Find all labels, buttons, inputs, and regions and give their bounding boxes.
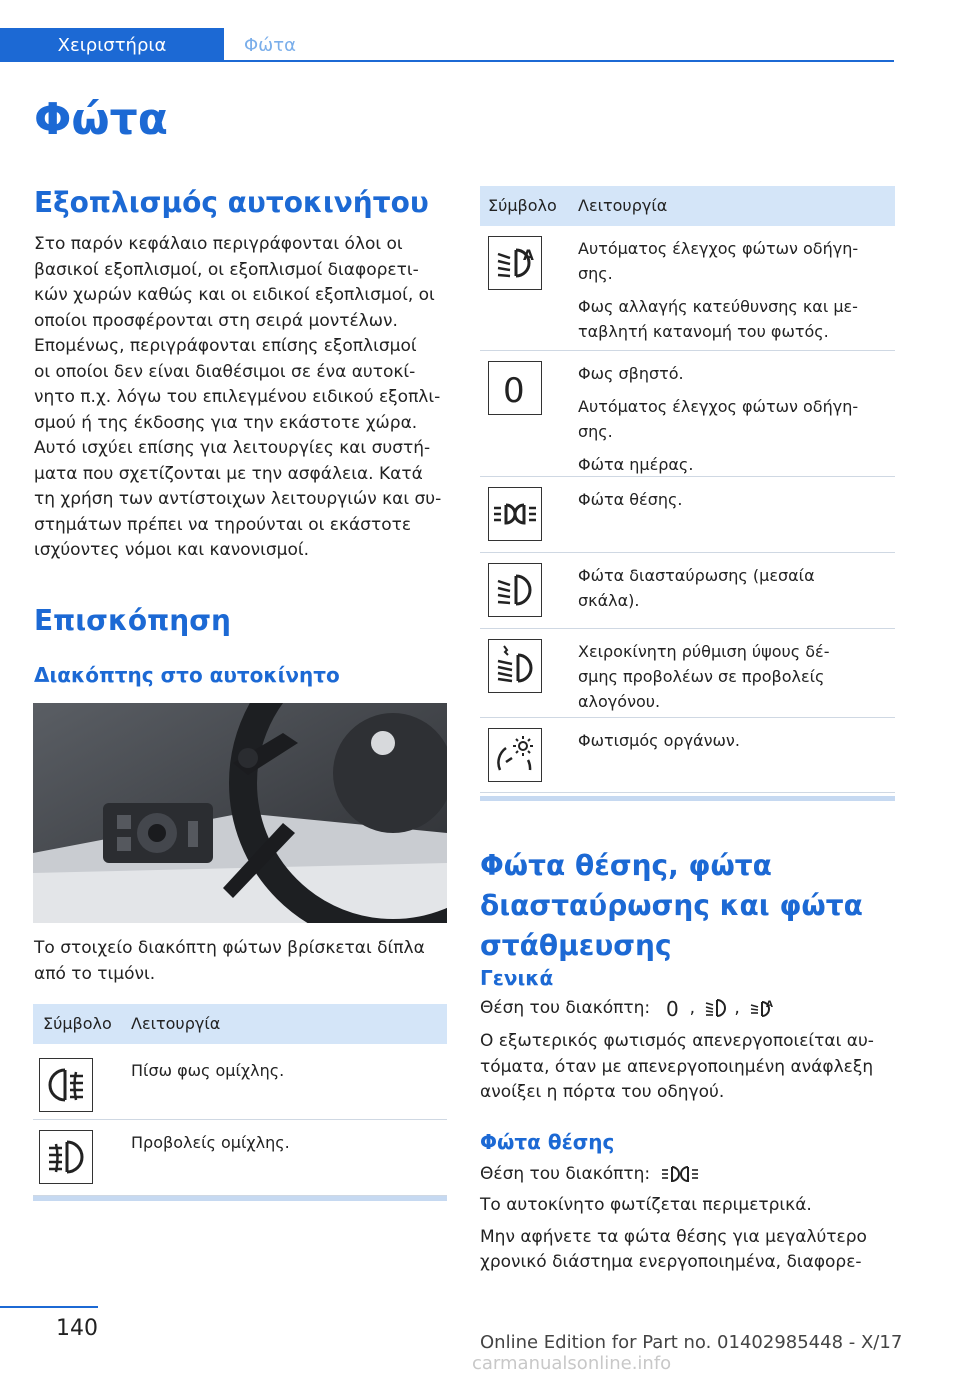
text-line: Επομένως, περιγράφονται επίσης εξοπλισμοί: [34, 336, 417, 356]
text-line: Φωτισμός οργάνων.: [578, 731, 740, 750]
text-line: οι οποίοι δεν είναι διαθέσιμοι σε ένα αυτοκί‐: [34, 361, 416, 382]
svg-text:0: 0: [503, 371, 525, 411]
title-line: στάθμευσης: [480, 929, 672, 962]
parking-lights-icon: [660, 1163, 700, 1185]
section-lights-title: [480, 846, 900, 966]
text-line: ισχύοντες νόμοι και κανονισμοί.: [34, 540, 310, 560]
parking-paragraph: [480, 1193, 900, 1276]
row-text: [578, 487, 888, 520]
parking-lights-title: Φώτα θέσης: [480, 1130, 615, 1154]
text-line: σης.: [578, 264, 613, 283]
text-line: στημάτων πρέπει να τηρούνται οι εκάστοτε: [34, 514, 412, 535]
general-paragraph: [480, 1029, 900, 1106]
text-line: Αυτόματος έλεγχος φώτων οδήγη‐: [578, 397, 859, 416]
title-line: διασταύρωσης και φώτα: [480, 889, 863, 922]
text-line: ματα που σχετίζονται με την ασφάλεια. Κατά: [34, 463, 423, 484]
table-row: [480, 226, 895, 351]
page-number: 140: [56, 1316, 98, 1341]
tab-underline: [0, 60, 894, 62]
section-equipment-title: Εξοπλισμός αυτοκινήτου: [34, 186, 429, 219]
instrument-lighting-icon: [488, 728, 542, 782]
front-fog-light-icon: [39, 1130, 93, 1184]
text-line: Φως σβηστό.: [578, 364, 684, 383]
watermark: carmanualsonline.info: [472, 1353, 672, 1374]
col-symbol-label: Σύμβολο: [488, 196, 557, 215]
text-line: Το στοιχείο διακόπτη φώτων βρίσκεται δίπλα: [34, 938, 425, 958]
tab-lights[interactable]: Φώτα: [244, 34, 296, 56]
headlight-range-icon: [488, 639, 542, 693]
row-text: [578, 361, 888, 485]
text-line: Φως αλλαγής κατεύθυνσης και με‐: [578, 297, 858, 316]
col-function-label: Λειτουργία: [578, 196, 668, 215]
table-row: [480, 629, 895, 718]
table-row: [33, 1044, 447, 1120]
text-line: οποίοι προσφέρονται στη σειρά μοντέλων.: [34, 310, 398, 331]
text-line: Φώτα ημέρας.: [578, 455, 694, 474]
lights-off-icon: [488, 361, 542, 415]
text-line: τη χρήση των αντίστοιχων λειτουργιών και συ‐: [34, 489, 442, 509]
col-function-label: Λειτουργία: [131, 1014, 221, 1033]
footer-edition: [472, 1332, 960, 1374]
text-line: τόματα, όταν με απενεργοποιημένη ανάφλεξη: [480, 1056, 874, 1077]
table-row: [480, 553, 895, 629]
text-line: σμού ή της έκδοσης για την εκάστοτε χώρα.: [34, 412, 418, 433]
auto-headlight-icon: [488, 236, 542, 290]
text-line: Φώτα διασταύρωσης (μεσαία: [578, 566, 815, 585]
auto-headlight-icon: [749, 997, 775, 1019]
svg-text:A: A: [766, 1000, 774, 1010]
table-end-bar: [480, 796, 895, 801]
parking-lights-icon: [488, 487, 542, 541]
title-line: Φώτα θέσης, φώτα: [480, 849, 772, 882]
text-line: βασικοί εξοπλισμοί, οι εξοπλισμοί διαφορετι‐: [34, 259, 419, 280]
equipment-paragraph: [34, 232, 454, 564]
row-text: [578, 236, 888, 352]
dashboard-photo: [33, 703, 447, 923]
text-line: Αυτό ισχύει επίσης για λειτουργίες και συστή‐: [34, 438, 431, 458]
text-line: κών χωρών καθώς και οι ειδικοί εξοπλισμοί, οι: [34, 285, 435, 305]
table-row: [480, 351, 895, 477]
text-line: Αυτόματος έλεγχος φώτων οδήγη‐: [578, 239, 859, 258]
text-line: Στο παρόν κεφάλαιο περιγράφονται όλοι οι: [34, 234, 403, 254]
top-bar: [0, 0, 960, 62]
low-beam-icon: [488, 563, 542, 617]
right-table-header: [480, 186, 895, 226]
text-line: Ο εξωτερικός φωτισμός απενεργοποιείται αυ‐: [480, 1031, 874, 1051]
overview-subtitle: Διακόπτης στο αυτοκίνητο: [34, 663, 340, 687]
low-beam-icon: [704, 997, 730, 1019]
switch-position-line: Θέση του διακόπτη: 0 , , A: [480, 996, 900, 1022]
col-symbol-label: Σύμβολο: [43, 1014, 112, 1033]
switch-position-label: Θέση του διακόπτη:: [480, 998, 651, 1018]
row-text: [578, 639, 888, 722]
photo-caption: [34, 936, 454, 987]
row-text: Προβολείς ομίχλης.: [131, 1133, 290, 1152]
table-row: [480, 718, 895, 793]
text-line: από το τιμόνι.: [34, 963, 156, 984]
text-line: Φώτα θέσης.: [578, 490, 683, 509]
text-line: σης.: [578, 422, 613, 441]
left-table-header: [33, 1004, 447, 1044]
switch-position-label: Θέση του διακόπτη:: [480, 1164, 651, 1184]
footer-rule: [0, 1306, 98, 1308]
general-title: Γενικά: [480, 966, 554, 990]
text-line: σμης προβολέων σε προβολείς: [578, 667, 825, 686]
lights-off-icon: [660, 997, 686, 1019]
table-end-bar: [33, 1196, 447, 1201]
text-line: Χειροκίνητη ρύθμιση ύψους δέ‐: [578, 642, 830, 661]
text-line: χρονικό διάστημα ενεργοποιημένα, διαφορε‐: [480, 1252, 862, 1272]
rear-fog-light-icon: [39, 1058, 93, 1112]
overview-title: Επισκόπηση: [34, 604, 231, 637]
text-line: Το αυτοκίνητο φωτίζεται περιμετρικά.: [480, 1195, 812, 1215]
row-text: [578, 563, 888, 621]
text-line: σκάλα).: [578, 591, 640, 610]
text-line: Μην αφήνετε τα φώτα θέσης για μεγαλύτερο: [480, 1226, 867, 1247]
svg-text:A: A: [523, 248, 534, 264]
text-line: ανοίξει η πόρτα του οδηγού.: [480, 1082, 725, 1102]
page-title: Φώτα: [34, 94, 168, 145]
parking-switch-line: [480, 1162, 900, 1188]
text-line: νητο π.χ. λόγω του επιλεγμένου ειδικού εξοπλι‐: [34, 387, 441, 407]
table-row: [33, 1120, 447, 1196]
text-line: ταβλητή κατανομή του φωτός.: [578, 322, 829, 341]
tab-controls[interactable]: Χειριστήρια: [0, 28, 224, 62]
row-text: Πίσω φως ομίχλης.: [131, 1061, 285, 1080]
text-line: αλογόνου.: [578, 692, 661, 711]
row-text: [578, 728, 888, 761]
edition-text: Online Edition for Part no. 01402985448 - X/17: [480, 1332, 903, 1353]
svg-text:0: 0: [665, 997, 679, 1019]
table-row: [480, 477, 895, 553]
